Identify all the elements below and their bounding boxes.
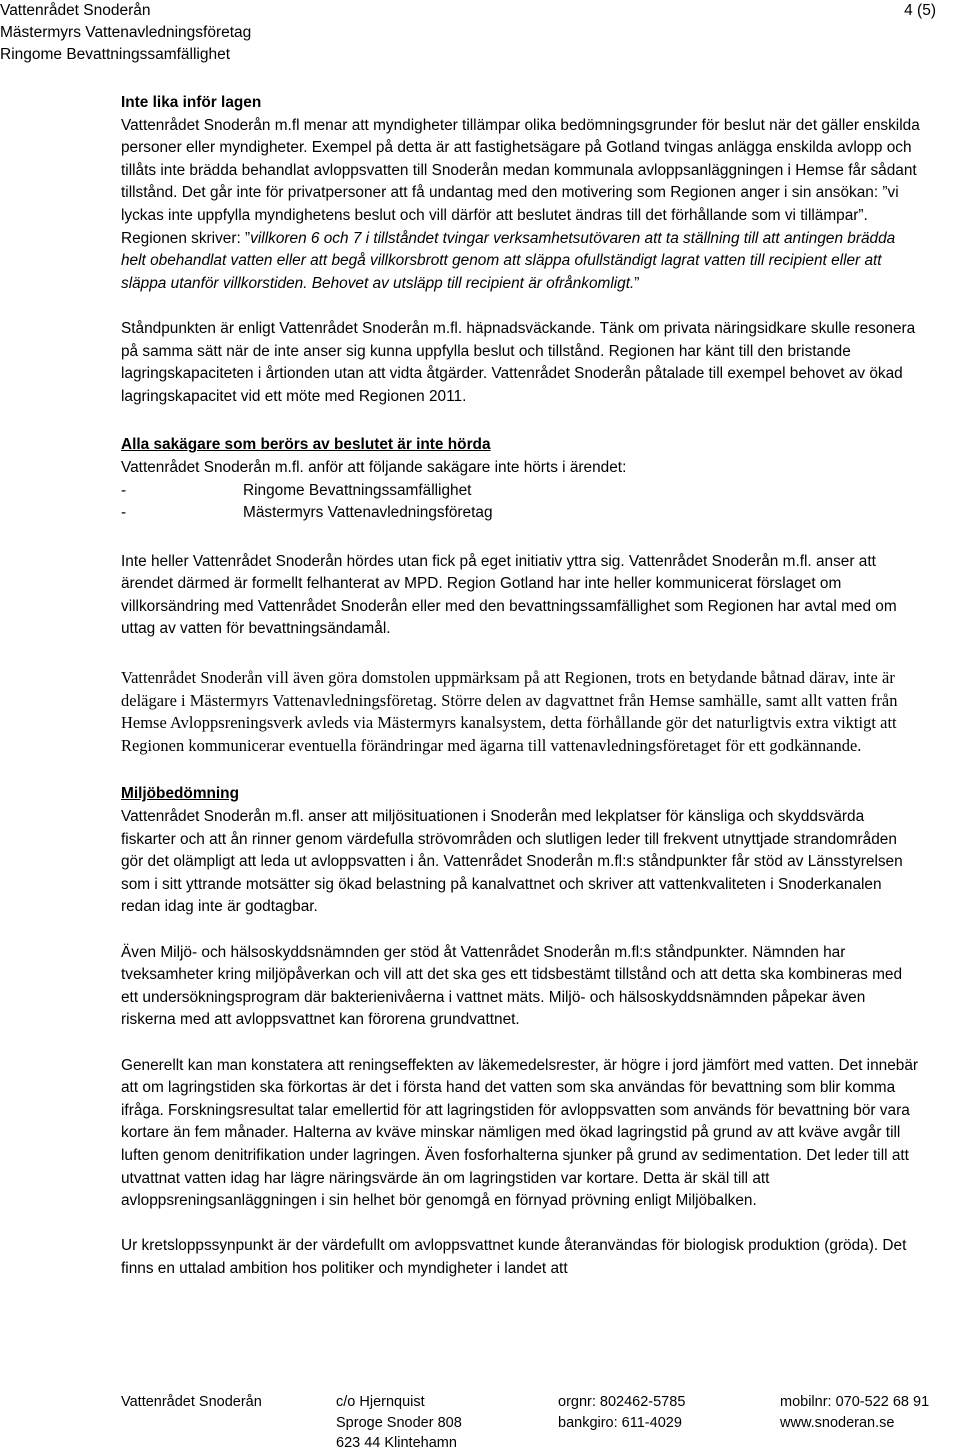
paragraph (121, 115, 921, 296)
section-heading-equality: Inte lika inför lagen (121, 94, 262, 111)
footer-mobile: mobilnr: 070-522 68 91 (780, 1394, 930, 1410)
header-company: Mästermyrs Vattenavledningsföretag (0, 24, 252, 41)
footer-bankgiro: bankgiro: 611-4029 (558, 1414, 682, 1431)
paragraph: Ståndpunkten är enligt Vattenrådet Snoderån m.fl. häpnadsväckande. Tänk om privata näringsidkare skulle resonera på samma sätt när de inte anser sig kunna uppfylla beslut och tillstånd. Regionen har känt till den bristande lagringskapaciteten i årtionden utan att vidta åtgärder. Vattenrådet Snoderån påtalade till exempel behovet av ökad lagringskapacitet vid ett möte med Regionen 2011. (121, 319, 916, 405)
paragraph: Inte heller Vattenrådet Snoderån hördes utan fick på eget initiativ yttra sig. Vattenrådet Snoderån m.fl. anser att ärendet därmed är formellt felhanterat av MPD. Region Gotland har inte heller kommunicerat förslaget om villkorsändring med Vattenrådet Snoderån eller med den bevattningssamfällighet som Regionen har avtal med om uttag av vatten för bevattningsändamål. (121, 552, 897, 638)
document-header (0, 0, 251, 66)
page-number: 4 (5) (904, 2, 936, 19)
paragraph: Vattenrådet Snoderån m.fl. anför att följande sakägare inte hörts i ärendet: (121, 458, 627, 476)
paragraph-text: Vattenrådet Snoderån m.fl menar att myndigheter tillämpar olika bedömningsgrunder för beslut när det gäller enskilda personer eller myndigheter. Exempel på detta är att fastighetsägare på Gotland tvingas anlägga enskilda avlopp och tillåts inte brädda behandlat avloppsvatten till Snoderån medan kommunala avloppsanläggningen i Hemse får sådant tillstånd. Det går inte för privatpersoner att få undantag med den motivering som Regionen anger i sin ansökan: ”vi lyckas inte uppfylla myndighetens beslut och vill därför att beslutet ändras till det förhållande som vi tillämpar”. Regionen skriver: ” (121, 116, 920, 247)
paragraph: Generellt kan man konstatera att reningseffekten av läkemedelsrester, är högre i jord jämfört med vatten. Det innebär att om lagringstiden ska förkortas är det i första hand det vatten som ska användas för bevattning som blir komma ifråga. Forskningsresultat talar emellertid för att lagringstiden för avloppsvatten som används för bevattning bör vara kortare än fem månader. Halterna av kväve minskar nämligen med ökad lagringstid på grund av att kväve avgår till luften genom denitrifikation under lagringen. Även fosforhalterna sjunker på grund av sedimentation. Det leder till att utvattnat vatten idag har lägre näringsvärde än om lagringstiden var kortare. Detta är skäl till att avloppsreningsanläggningen i sin helhet bör genomgå en förnyad prövning enligt Miljöbalken. (121, 1056, 919, 1210)
document-body (121, 92, 921, 1281)
list-item (121, 480, 921, 503)
paragraph: Ur kretsloppssynpunkt är der värdefullt om avloppsvattnet kunde återanvändas för biologisk produktion (gröda). Det finns en uttalad ambition hos politiker och myndigheter i landet att (121, 1237, 907, 1277)
list-dash: - (121, 504, 127, 522)
footer-website[interactable]: www.snoderan.se (780, 1414, 895, 1431)
paragraph: Även Miljö- och hälsoskyddsnämnden ger stöd åt Vattenrådet Snoderån m.fl:s ståndpunkter. Nämnden har tveksamheter kring miljöpåverkan och vill att det ska ges ett tidsbestämt tillstånd och att detta ska kombineras med ett undersökningsprogram där bakterienivåerna i vattnet mäts. Miljö- och hälsoskyddsnämnden påpekar även riskerna med att avloppsvattnet kan förorena grundvattnet. (121, 943, 903, 1029)
footer-orgnr: orgnr: 802462-5785 (558, 1394, 686, 1410)
section-heading-environment: Miljöbedömning (121, 785, 239, 803)
list-item (121, 502, 921, 525)
paragraph: Vattenrådet Snoderån m.fl. anser att miljösituationen i Snoderån med lekplatser för känsliga och skyddsvärda fiskarter och att ån rinner genom värdefulla strövområden och slutligen leder till frekvent utnyttjade strandområden gör det olämpligt att leda ut avloppsvatten i ån. Vattenrådet Snoderån m.fl:s ståndpunkter får stöd av Länsstyrelsen som i sitt yttrande motsätter sig ökad belastning på kanalvattnet och skriver att vattenkvaliteten i Snoderkanalen redan idag inte är godtagbar. (121, 808, 903, 916)
header-organization: Vattenrådet Snoderån (0, 2, 151, 19)
footer-address-line3: 623 44 Klintehamn (336, 1435, 457, 1451)
footer-address-line1: c/o Hjernquist (336, 1394, 425, 1410)
list-dash: - (121, 481, 127, 499)
paragraph: Vattenrådet Snoderån vill även göra domstolen uppmärksam på att Regionen, trots en betydande båtnad därav, inte är delägare i Mästermyrs Vattenavledningsföretag. Större delen av dagvattnet från Hemse samhälle, samt allt vatten från Hemse Avloppsreningsverk avleds via Mästermyrs kanalsystem, detta förhållande gör det naturligtvis extra viktigt att Regionen kommunicerar eventuella förändringar med ägarna till vattenavledningsföretaget för ett godkännande. (121, 668, 898, 755)
quote-end: ” (634, 274, 640, 292)
quote-text: villkoren 6 och 7 i tillståndet tvingar verksamhetsutövaren att ta ställning till att antingen brädda helt obehandlat vatten eller att begå villkorsbrott genom att släppa ofullständigt lagrat vatten till recipient eller att släppa utanför villkorstiden. Behovet av utsläpp till recipient är ofrånkomligt. (121, 229, 896, 292)
list-item-text: Mästermyrs Vattenavledningsföretag (243, 504, 493, 522)
header-association: Ringome Bevattningssamfällighet (0, 46, 231, 63)
section-heading-stakeholders: Alla sakägare som berörs av beslutet är inte hörda (121, 436, 491, 454)
footer-address-line2: Sproge Snoder 808 (336, 1414, 462, 1431)
footer-organization: Vattenrådet Snoderån (121, 1394, 262, 1410)
list-item-text: Ringome Bevattningssamfällighet (243, 481, 472, 499)
